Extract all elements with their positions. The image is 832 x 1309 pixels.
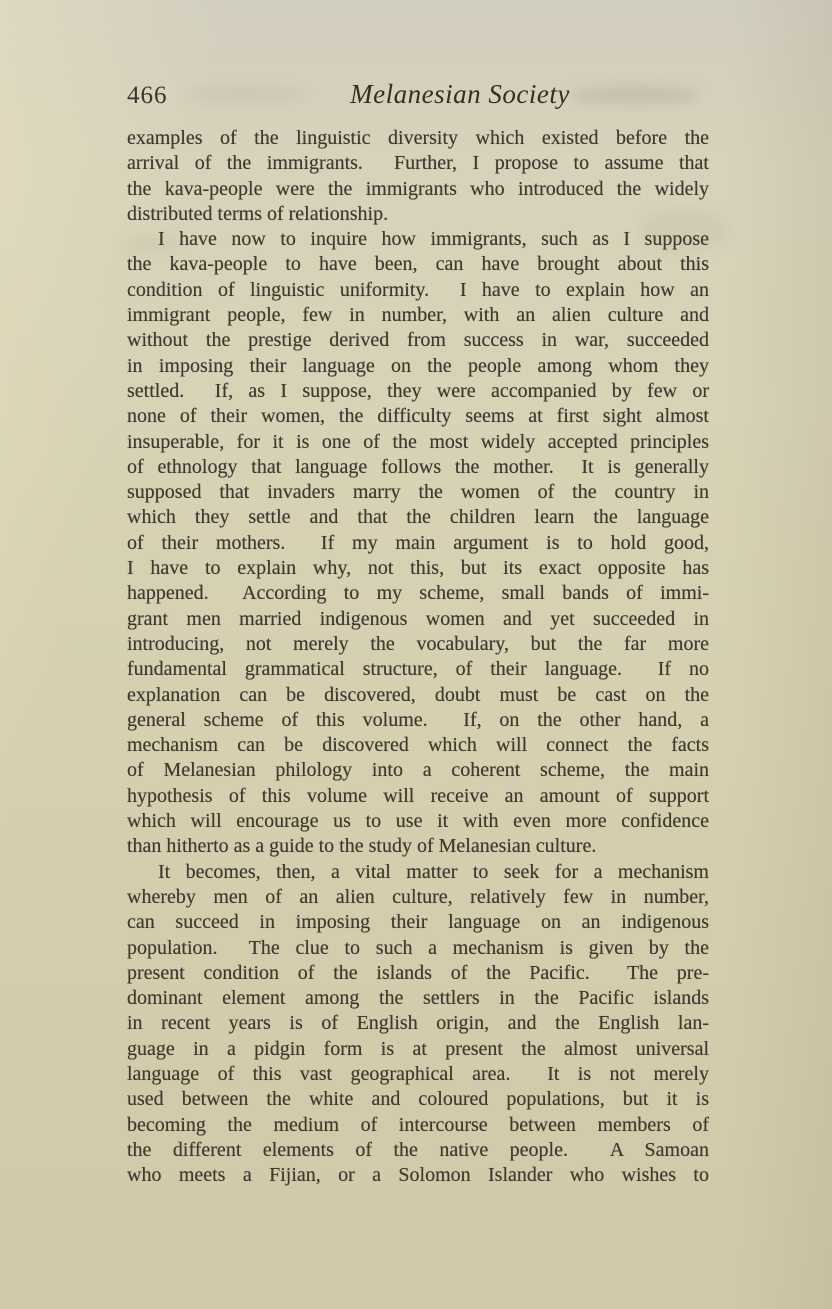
page-number: 466 [127,82,168,109]
text-line: I have now to inquire how immigrants, such as I suppose [158,228,709,251]
text-line: which they settle and that the children learn the language [127,506,709,529]
text-line: distributed terms of relationship. [127,202,389,225]
running-title: Melanesian Society [350,79,570,109]
paragraph [127,126,709,227]
text-line: becoming the medium of intercourse between members of [127,1113,709,1136]
text-line: guage in a pidgin form is at present the almost universal [127,1037,709,1060]
text-line: than hitherto as a guide to the study of Melanesian culture. [127,835,597,858]
text-line: settled. If, as I suppose, they were accompanied by few or [127,379,709,402]
text-line: mechanism can be discovered which will connect the facts [127,734,709,757]
text-line: who meets a Fijian, or a Solomon Islander who wishes to [127,1164,709,1187]
text-line: fundamental grammatical structure, of their language. If no [127,658,709,681]
text-line: arrival of the immigrants. Further, I propose to assume that [127,152,709,175]
text-line: dominant element among the settlers in the Pacific islands [127,987,709,1010]
text-line: the kava-people were the immigrants who introduced the widely [127,177,709,200]
text-line: of Melanesian philology into a coherent scheme, the main [127,759,709,782]
text-line: can succeed in imposing their language on an indigenous [127,911,709,934]
text-line: of ethnology that language follows the mother. It is generally [127,455,709,478]
text-line: without the prestige derived from success in war, succeeded [127,329,709,352]
text-line: language of this vast geographical area. It is not merely [127,1062,709,1085]
paragraph [127,227,709,859]
paragraph [127,860,709,1189]
text-line: present condition of the islands of the Pacific. The pre- [127,961,709,984]
text-line: happened. According to my scheme, small bands of immi- [127,582,709,605]
body-text-block [127,126,709,1188]
text-line: grant men married indigenous women and yet succeeded in [127,607,709,630]
text-line: in recent years is of English origin, and the English lan- [127,1012,709,1035]
text-line: which will encourage us to use it with even more confidence [127,810,709,833]
text-line: general scheme of this volume. If, on the other hand, a [127,708,709,731]
text-line: examples of the linguistic diversity which existed before the [127,127,709,149]
text-line: It becomes, then, a vital matter to seek for a mechanism [158,860,709,883]
text-line: supposed that invaders marry the women of the country in [127,481,709,504]
text-line: used between the white and coloured populations, but it is [127,1088,709,1111]
text-line: condition of linguistic uniformity. I have to explain how an [127,278,709,301]
text-line: population. The clue to such a mechanism is given by the [127,936,709,959]
text-line: none of their women, the difficulty seems at first sight almost [127,405,709,428]
text-line: I have to explain why, not this, but its exact opposite has [127,557,709,580]
text-line: immigrant people, few in number, with an alien culture and [127,304,709,327]
text-line: introducing, not merely the vocabulary, but the far more [127,632,709,655]
text-line: hypothesis of this volume will receive an amount of support [127,784,709,807]
text-line: of their mothers. If my main argument is to hold good, [127,531,709,554]
text-line: explanation can be discovered, doubt must be cast on the [127,683,709,706]
text-line: the kava-people to have been, can have brought about this [127,253,709,276]
text-line: insuperable, for it is one of the most widely accepted principles [127,430,709,453]
text-line: in imposing their language on the people among whom they [127,354,709,377]
text-line: the different elements of the native people. A Samoan [127,1138,709,1161]
text-line: whereby men of an alien culture, relatively few in number, [127,885,709,908]
